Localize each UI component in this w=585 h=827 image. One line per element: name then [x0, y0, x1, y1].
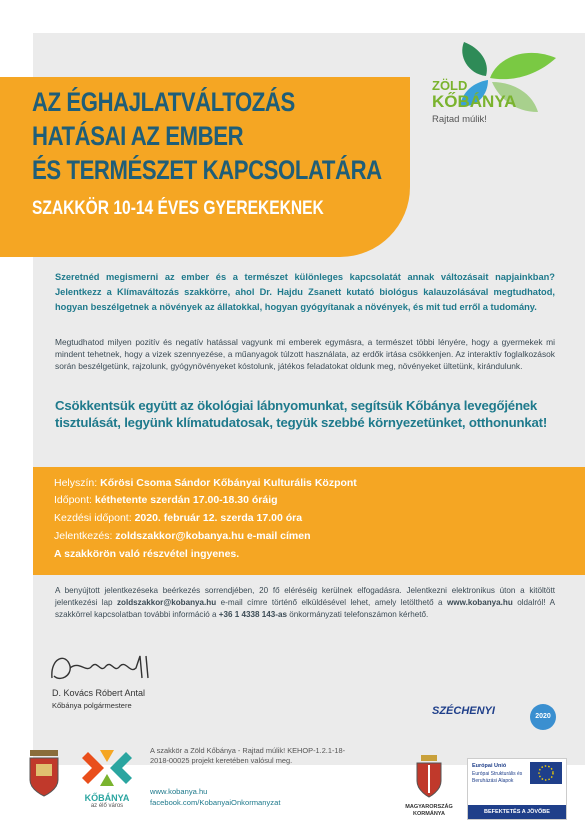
time-label: Időpont: [54, 494, 92, 506]
title-banner [0, 77, 410, 257]
venue-value: Kőrösi Csoma Sándor Kőbányai Kulturális Központ [100, 477, 357, 489]
apply-row [54, 530, 311, 542]
kobanya-logo [78, 748, 136, 808]
note-text-3: oldalról! A szakkörrel kapcsolatban további információ a [55, 598, 556, 619]
footer-link-facebook[interactable]: facebook.com/KobanyaiOnkormanyzat [150, 798, 281, 807]
venue-row [54, 477, 357, 489]
signature-title: Kőbánya polgármestere [52, 701, 132, 710]
body-paragraph: Megtudhatod milyen pozitív és negatív hatással vagyunk mi emberek egymásra, a természet többi lényére, hogy a gyermekek mi mindent tehetnek, hogy a vizek szennyezése, a műanyagok túlzott használata, az erdők irtása csökkenjen. Az interaktív foglalkozások során beszélgetünk, rajzolunk, gyógynövényeket kóstolunk, játékos feladatokat oldunk meg, növényeket ültetünk, kirándulunk. [55, 337, 555, 371]
free-text: A szakkörön való részvétel ingyenes. [54, 548, 240, 560]
eu-funding-logo [467, 758, 567, 820]
title-line-3: ÉS TERMÉSZET KAPCSOLATÁRA [32, 155, 382, 185]
footer-text: A szakkör a Zöld Kőbánya - Rajtad múlik! KEHOP-1.2.1-18-2018-00025 projekt keretében valósul meg. [150, 746, 346, 765]
kobanya-logo-sub: az élő város [90, 803, 124, 809]
crest-icon [26, 748, 62, 798]
title-line-1: AZ ÉGHAJLATVÁLTOZÁS [32, 87, 295, 117]
info-box [33, 467, 585, 575]
kobanya-x-icon [78, 748, 136, 788]
callout-paragraph: Csökkentsük együtt az ökológiai lábnyomunkat, segítsük Kőbánya levegőjének tisztulását, legyünk klímatudatosak, tegyük szebbé környezetünket, otthonunkat! [55, 398, 548, 430]
coat-of-arms-icon [405, 755, 453, 799]
note-text-2: e-mail címre történő elküldésével lehet, amely letölthető a [216, 598, 447, 607]
time-row [54, 494, 278, 506]
logo-tagline: Rajtad múlik! [432, 114, 487, 125]
free-row [54, 548, 239, 560]
eu-line-2: Európai Strukturális és Beruházási Alapok [472, 771, 523, 784]
footer-link-web[interactable]: www.kobanya.hu [150, 787, 208, 796]
subtitle: SZAKKÖR 10-14 ÉVES GYEREKEKNEK [32, 198, 324, 219]
eu-line-1: Európai Unió [472, 763, 507, 769]
note-email-link[interactable]: zoldszakkor@kobanya.hu [117, 598, 217, 607]
kobanya-logo-text: KŐBÁNYA [84, 793, 130, 803]
hungarian-government-logo [405, 755, 453, 817]
start-value: 2020. február 12. szerda 17.00 óra [134, 512, 303, 524]
note-web-link[interactable]: www.kobanya.hu [447, 598, 513, 607]
footer-links [150, 786, 280, 808]
signature-icon [40, 648, 170, 688]
eu-flag-icon [530, 762, 562, 784]
note-paragraph [55, 585, 555, 621]
szechenyi-year-badge: 2020 [530, 704, 556, 730]
time-value: kéthetente szerdán 17.00-18.30 óráig [94, 494, 278, 506]
signature-name: D. Kovács Róbert Antal [52, 688, 146, 698]
logo-zold: ZÖLD [432, 78, 468, 93]
note-text-4: önkormányzati telefonszámon kérhető. [286, 610, 429, 619]
start-label: Kezdési időpont: [54, 512, 132, 524]
szechenyi-label: SZÉCHENYI [432, 705, 495, 717]
logo-kobanya: KŐBÁNYA [432, 92, 517, 111]
note-phone: +36 1 4338 143-as [218, 610, 287, 619]
mo-text: MAGYARORSZÁG KORMÁNYA [405, 804, 453, 817]
apply-value[interactable]: zoldszakkor@kobanya.hu e-mail címen [115, 530, 311, 542]
intro-paragraph: Szeretnéd megismerni az ember és a természet különleges kapcsolatát annak változásait napjainkban? Jelentkezz a Klímaváltozás szakkörre, ahol Dr. Hajdu Zsanett kutató biológus kalauzolásával megtudhatod, hogyan beszélgetnek a növények az állatokkal, hogyan gyógyítanak a növények, és mit tud erről a tudomány. [55, 272, 555, 312]
venue-label: Helyszín: [54, 477, 98, 489]
eu-bar: BEFEKTETÉS A JÖVŐBE [468, 805, 566, 819]
start-row [54, 512, 302, 524]
title-line-2: HATÁSAI AZ EMBER [32, 121, 244, 151]
note-text-1: A benyújtott jelentkezéseka beérkezés sorrendjében, 20 fő eléréséig kerülnek elfogadásra. Jelentkezni elektronikus úton a kitöltött jelentkezési lap [55, 586, 555, 607]
apply-label: Jelentkezés: [54, 530, 113, 542]
